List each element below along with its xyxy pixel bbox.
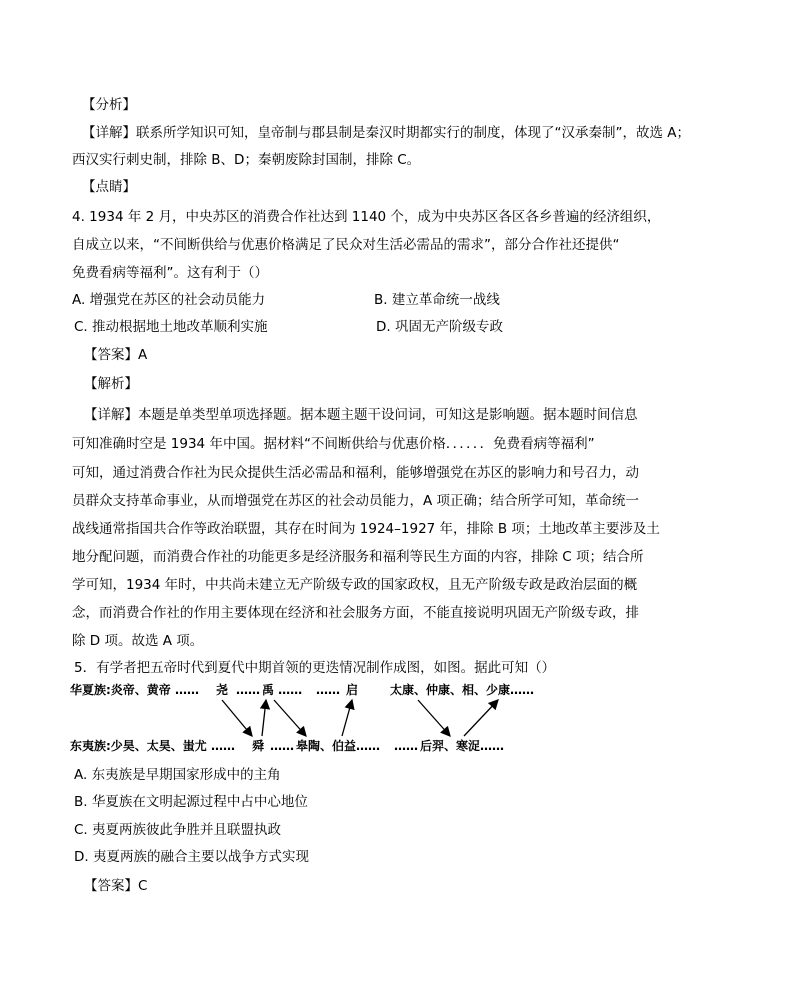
q5-answer: 【答案】C: [84, 878, 148, 894]
q4-detail-line: 【详解】本题是单类型单项选择题。据本题主题干设问词，可知这是影响题。据本题时间信息: [84, 407, 638, 423]
q4-detail-line: 学可知，1934 年时，中共尚未建立无产阶级专政的国家政权，且无产阶级专政是政治层面的概: [72, 577, 638, 593]
node-shun: 舜: [252, 739, 265, 753]
arrow-shun-to-yu: [262, 700, 266, 736]
q4-detail-line: 地分配问题，而消费合作社的功能更多是经济服务和福利等民生方面的内容，排除 C 项；结合所: [72, 549, 644, 565]
q3-analysis-label: 【分析】: [82, 97, 136, 113]
q4-answer: 【答案】A: [84, 347, 148, 363]
dots-4: ……: [394, 739, 418, 753]
q4-option-d: D. 巩固无产阶级专政: [376, 319, 503, 335]
q4-stem-line-3: 免费看病等福利”。这有利于（）: [72, 265, 268, 281]
node-qi: 启: [346, 683, 359, 697]
q5-option-d: D. 夷夏两族的融合主要以战争方式实现: [74, 849, 309, 865]
q4-stem-line-1: 4. 1934 年 2 月，中央苏区的消费合作社达到 1140 个，成为中央苏区各区各乡普遍的经济组织，: [72, 209, 661, 225]
node-houyi: 后羿、寒浞……: [420, 739, 505, 753]
q3-detail-line-2: 西汉实行刺史制，排除 B、D；秦朝废除封国制，排除 C。: [72, 152, 421, 168]
succession-diagram: [70, 680, 550, 752]
q4-option-b: B. 建立革命统一战线: [374, 292, 500, 308]
q5-stem: 5．有学者把五帝时代到夏代中期首领的更迭情况制作成图，如图。据此可知（）: [74, 660, 556, 676]
q5-option-a: A. 东夷族是早期国家形成中的主角: [74, 767, 281, 783]
q4-detail-line: 员群众支持革命事业，从而增强党在苏区的社会动员能力，A 项正确；结合所学可知，革命统一: [72, 493, 640, 509]
arrow-yu-to-gaoyao: [274, 700, 306, 736]
q3-comment-label: 【点睛】: [82, 179, 136, 195]
q4-stem-line-2: 自成立以来，“不间断供给与优惠价格满足了民众对生活必需品的需求”，部分合作社还提供“: [72, 237, 620, 253]
node-yu: 禹 ……: [262, 683, 303, 697]
q3-detail-line-1: 【详解】联系所学知识可知，皇帝制与郡县制是秦汉时期都实行的制度，体现了“汉承秦制”，故选 A；: [82, 125, 691, 141]
q4-detail-line: 战线通常指国共合作等政治联盟，其存在时间为 1924–1927 年，排除 B 项；土地改革主要涉及土: [72, 521, 660, 537]
dots-1: ……: [236, 683, 260, 697]
arrow-houyi-to-shaokang: [464, 700, 498, 736]
q5-option-b: B. 华夏族在文明起源过程中占中心地位: [74, 794, 308, 810]
arrow-yao-to-shun: [222, 700, 252, 736]
arrow-kings-to-houyi: [418, 700, 450, 736]
q5-option-c: C. 夷夏两族彼此争胜并且联盟执政: [74, 822, 282, 838]
arrow-gaoyao-to-qi: [342, 700, 352, 736]
q4-analysis-label: 【解析】: [84, 376, 138, 392]
dots-2: ……: [316, 683, 340, 697]
dots-3: ……: [270, 739, 294, 753]
node-gaoyao: 皋陶、伯益……: [296, 739, 381, 753]
q4-option-c: C. 推动根据地土地改革顺利实施: [74, 319, 268, 335]
node-kings: 太康、仲康、相、少康……: [390, 683, 535, 697]
q4-detail-line: 念，而消费合作社的作用主要体现在经济和社会服务方面，不能直接说明巩固无产阶级专政，排: [72, 605, 639, 621]
q4-detail-line: 除 D 项。故选 A 项。: [72, 633, 204, 649]
huaxia-label: 华夏族:炎帝、黄帝 ……: [70, 683, 199, 697]
q4-detail-line: 可知准确时空是 1934 年中国。据材料“不间断供给与优惠价格．．．．．．免费看病等福利”: [72, 436, 595, 452]
q4-option-a: A. 增强党在苏区的社会动员能力: [72, 292, 266, 308]
q4-detail-line: 可知，通过消费合作社为民众提供生活必需品和福利，能够增强党在苏区的影响力和号召力，动: [72, 465, 639, 481]
node-yao: 尧: [216, 683, 229, 697]
dongyi-label: 东夷族:少昊、太昊、蚩尤 ……: [70, 739, 235, 753]
